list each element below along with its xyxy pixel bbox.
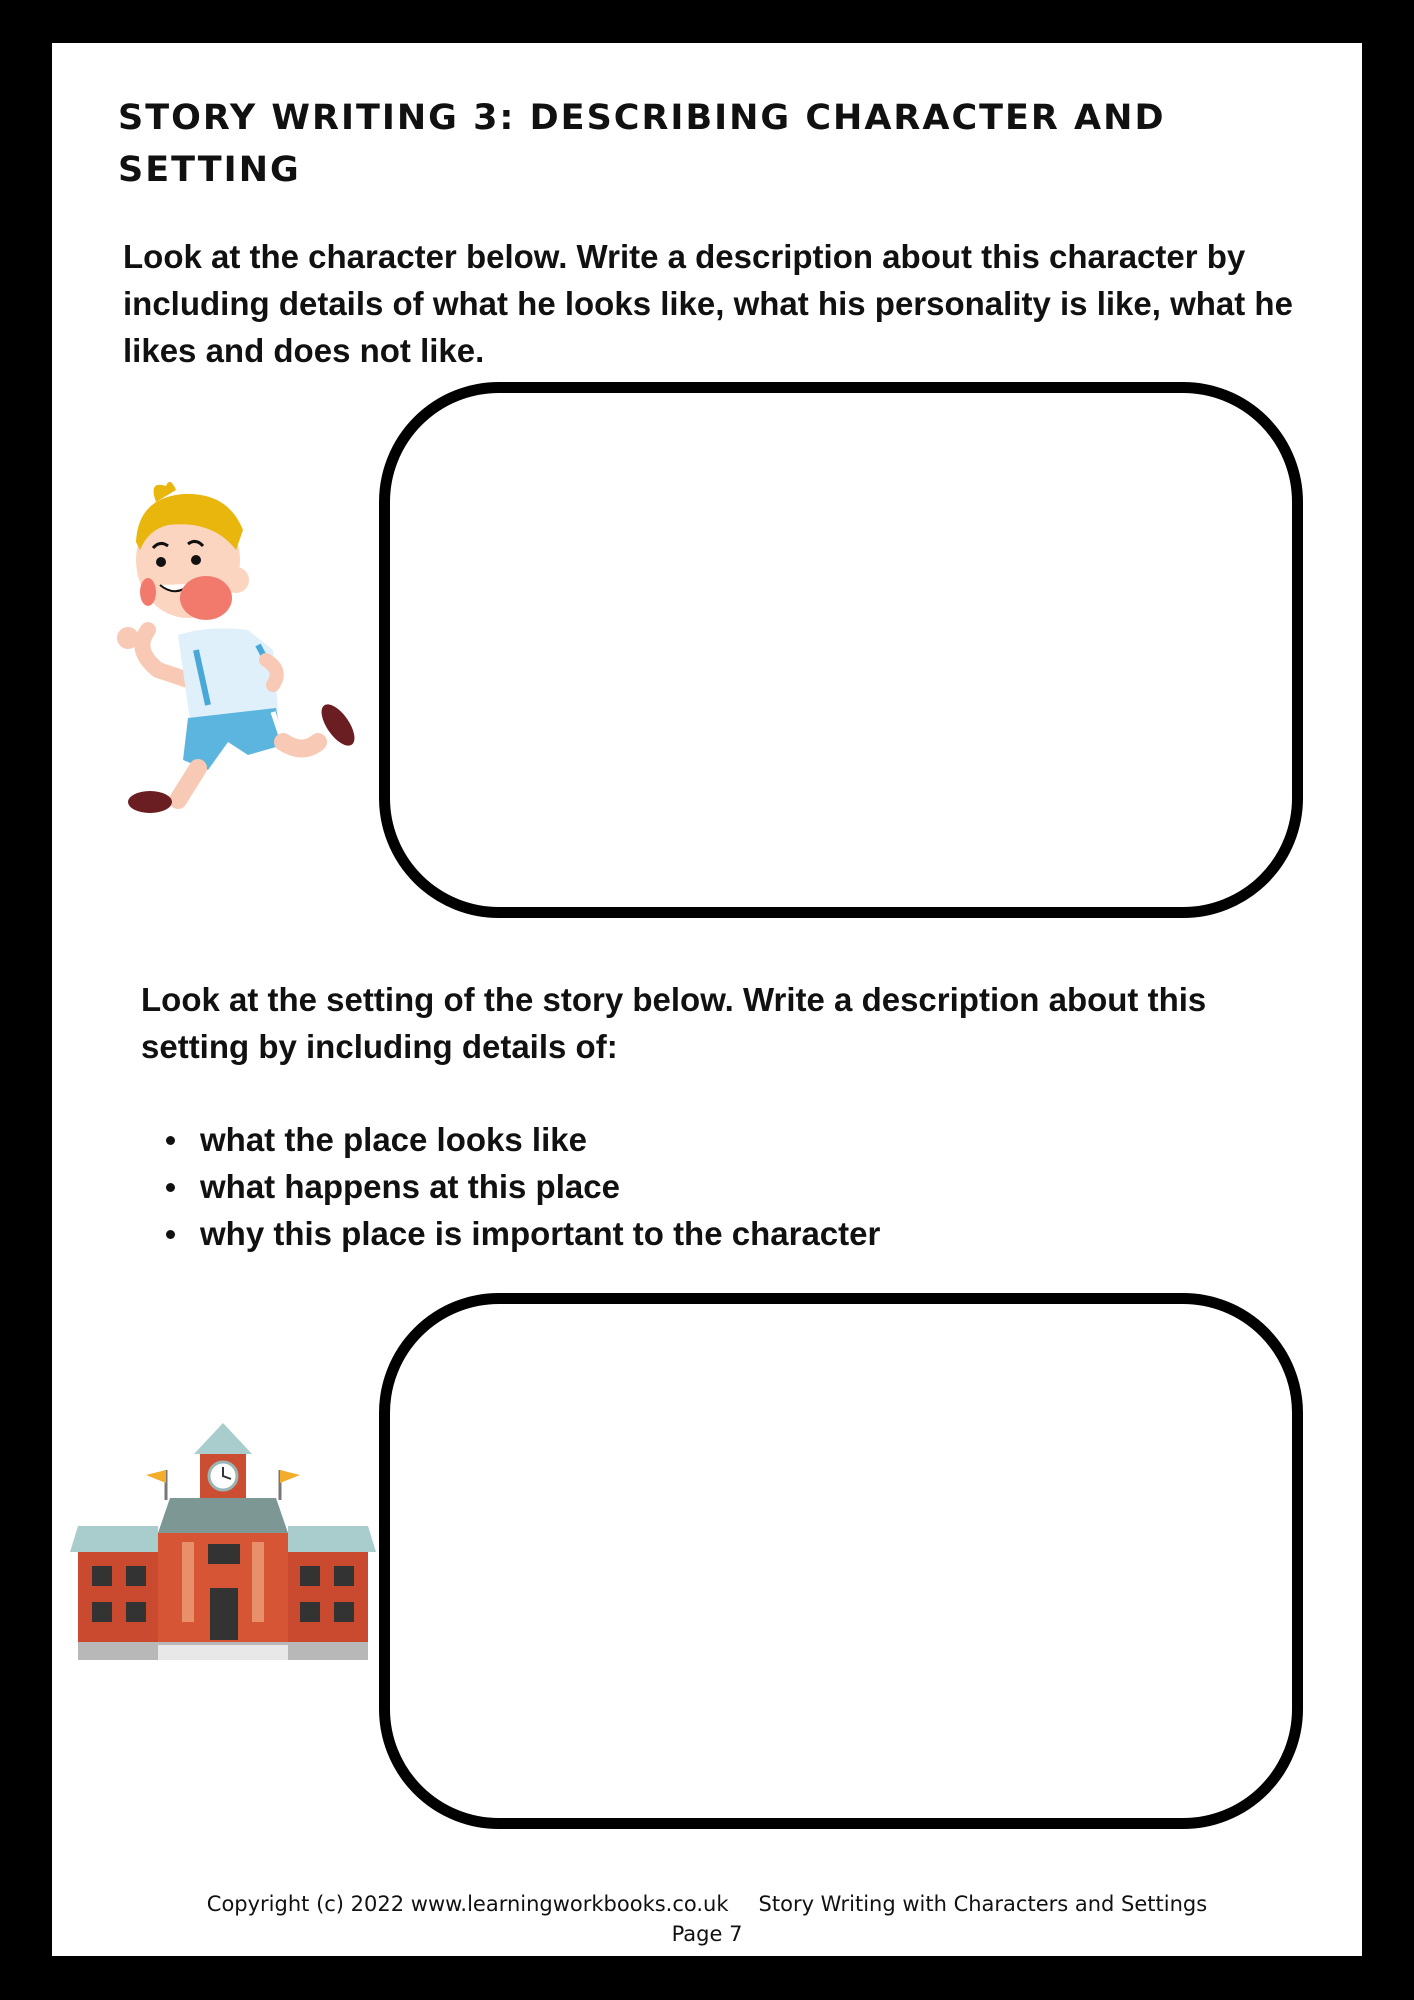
character-instruction: Look at the character below. Write a description about this character by including details of what he looks like, what his personality is like, what he likes and does not like.: [123, 238, 1293, 369]
page-title: STORY WRITING 3: DESCRIBING CHARACTER AND SETTING: [118, 98, 1166, 190]
book-title: Story Writing with Characters and Settings: [758, 1892, 1208, 1916]
setting-instruction: Look at the setting of the story below. Write a description about this setting by including details of:: [141, 981, 1207, 1065]
running-boy-icon: [108, 480, 358, 820]
bullet-item: what the place looks like: [154, 1116, 880, 1163]
copyright-text: Copyright (c) 2022 www.learningworkbooks.co.uk: [206, 1892, 729, 1916]
character-description-box[interactable]: [379, 382, 1303, 918]
bullet-item: why this place is important to the character: [154, 1210, 880, 1257]
school-building-icon: [70, 1420, 378, 1666]
setting-bullet-list: [154, 1116, 880, 1257]
page-footer: [52, 1889, 1362, 1949]
page-number: Page 7: [671, 1922, 743, 1946]
footer-line: [52, 1889, 1362, 1919]
setting-description-box[interactable]: [379, 1293, 1303, 1829]
bullet-item: what happens at this place: [154, 1163, 880, 1210]
